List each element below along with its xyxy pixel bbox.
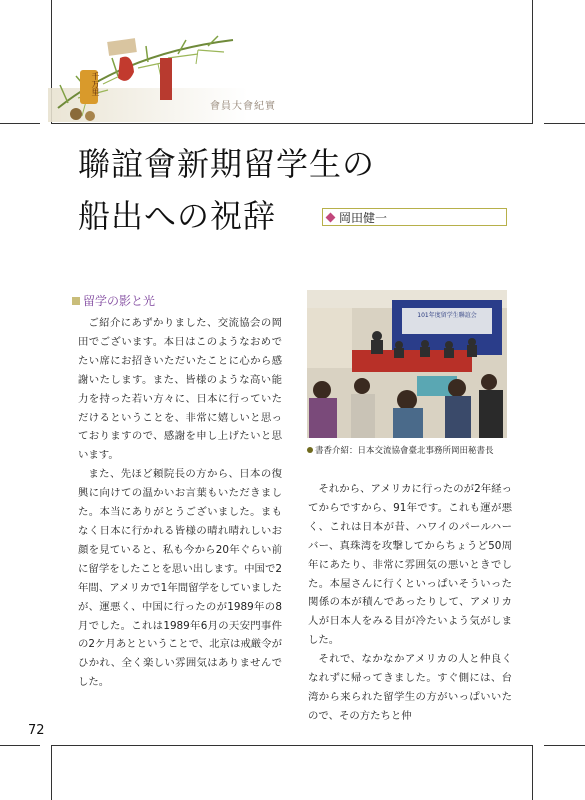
crop-mark-top-horizontal-left — [0, 123, 40, 124]
paragraph: それから、アメリカに行ったのが2年経ってからですから、91年です。これも運が悪く、これは日本が昔、ハワイのパールハーバー、真珠湾を攻撃してからちょうど50周年にあたり、非常に雰囲気の悪いときでした。本屋さんに行くといっぱいそういった関係の本が積んであったりして、アメリカ人が日本人をみる目が冷たいよう気がしました。 — [308, 483, 512, 647]
subheading — [72, 292, 155, 309]
crop-mark-bottom-horizontal-right — [544, 745, 585, 746]
paragraph: また、先ほど頼院長の方から、日本の復興に向けての温かいお言葉もいただきました。本当にありがとうございました。まもなく日本に行かれる皆様の晴れ晴れしいお顔を見ていると、私も今から20年ぐらい前に留学をしたことを思い出します。中国で2年間、アメリカで1年間留学をしていましたが、運悪く、中国に行ったのが1989年の8月でした。これは1989年6月の天安門事件の2ケ月あとということで、北京は戒厳令がひかれ、全く楽しい雰囲気はありませんでした。 — [78, 468, 282, 689]
subheading-text: 留学の影と光 — [83, 294, 156, 308]
paragraph: ご紹介にあずかりました、交流協会の岡田でございます。本日はこのようなおめでたい席にお招きいただいたことに心から感謝いたします。また、皆様のような高い能力を持った若い方々に、日本に行っていただけるということを、非常に嬉しいと思っておりますので、感謝を申し上げたいと思います。 — [78, 317, 282, 462]
photo-caption — [307, 444, 494, 456]
square-bullet-icon — [72, 297, 80, 305]
crop-mark-top-horizontal-right — [544, 123, 585, 124]
crop-mark-bottom-horizontal-left — [0, 745, 40, 746]
crop-mark-bottom-vertical-right — [532, 746, 533, 800]
crop-mark-bottom-horizontal-middle — [51, 745, 533, 746]
paragraph: それで、なかなかアメリカの人と仲良くなれずに帰ってきました。すぐ側には、台湾から来られた留学生の方がいっぱいいたので、その方たちと仲 — [308, 653, 512, 722]
ornament-tag-text: 千万里 — [91, 72, 100, 96]
crop-mark-top-right-vertical — [532, 0, 533, 124]
section-label: 會員大會紀實 — [210, 101, 276, 112]
bullet-dot-icon — [307, 447, 313, 453]
article-title-line1: 聯誼會新期留学生の — [78, 145, 376, 183]
crop-mark-bottom-vertical-left — [51, 746, 52, 800]
diamond-icon — [326, 213, 336, 223]
left-column — [78, 314, 282, 692]
author-name: 岡田健一 — [339, 211, 388, 225]
photo-caption-text: 書香介紹：日本交流協會臺北事務所岡田秘書長 — [315, 446, 494, 456]
article-title-line2: 船出への祝辞 — [78, 197, 277, 235]
photo-banner-text: 101年度留学生聯誼会 — [417, 312, 477, 319]
right-column — [308, 480, 512, 726]
page-number: 72 — [28, 723, 45, 738]
author-box — [322, 208, 507, 226]
